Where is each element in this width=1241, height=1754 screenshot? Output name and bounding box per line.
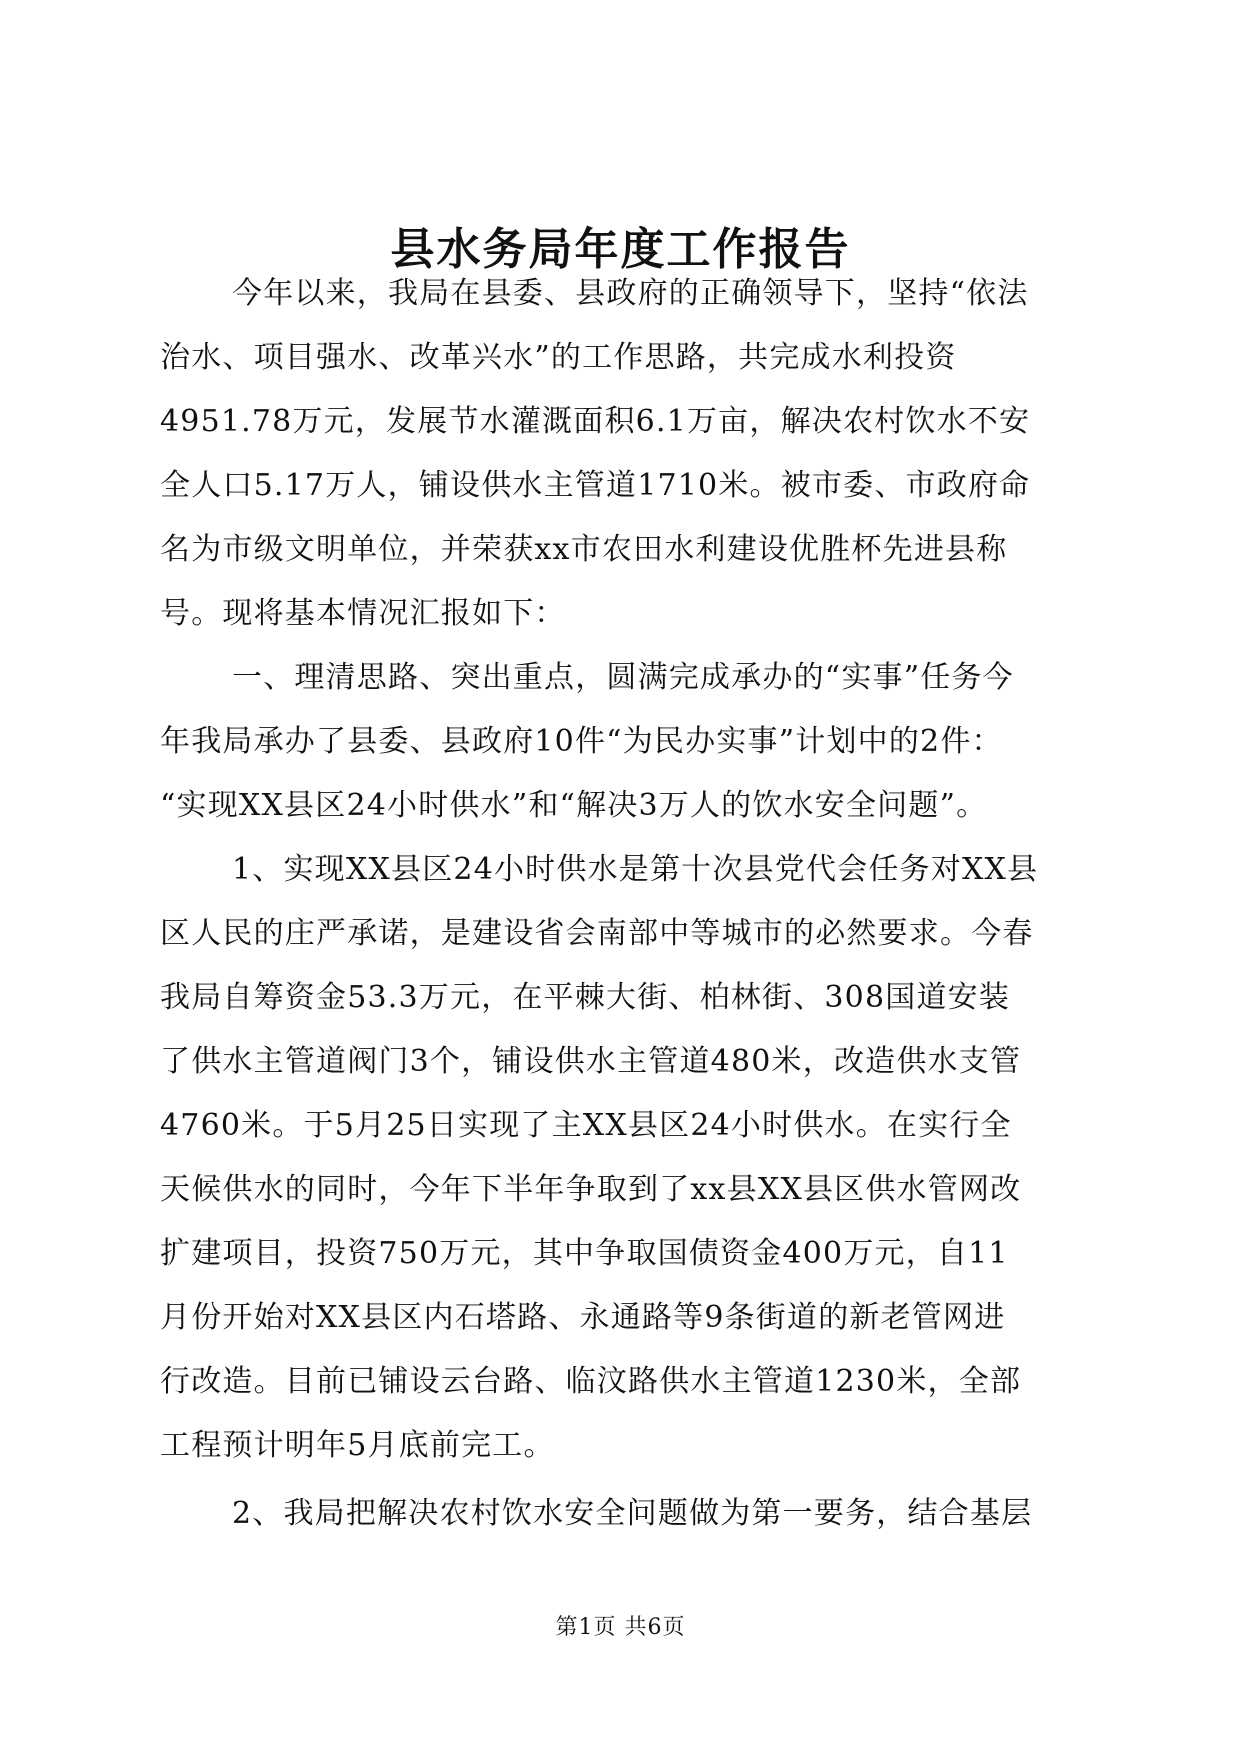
paragraph-line: 号。现将基本情况汇报如下： — [160, 596, 566, 631]
document-title: 县水务局年度工作报告 — [390, 224, 851, 275]
paragraph-line: 4760米。于5月25日实现了主XX县区24小时供水。在实行全 — [160, 1108, 1012, 1143]
paragraph-line: 4951.78万元，发展节水灌溉面积6.1万亩，解决农村饮水不安 — [160, 404, 1031, 439]
paragraph-line: 工程预计明年5月底前完工。 — [160, 1428, 555, 1463]
paragraph-line: 行改造。目前已铺设云台路、临汶路供水主管道1230米，全部 — [160, 1364, 1022, 1399]
paragraph-line: 治水、项目强水、改革兴水”的工作思路，共完成水利投资 — [160, 340, 957, 375]
paragraph-line: 扩建项目，投资750万元，其中争取国债资金400万元，自11 — [160, 1236, 1009, 1271]
paragraph-line: 了供水主管道阀门3个，铺设供水主管道480米，改造供水支管 — [160, 1044, 1022, 1079]
paragraph-line: 1、实现XX县区24小时供水是第十次县党代会任务对XX县 — [232, 852, 1039, 887]
page-footer: 第1页 共6页 — [555, 1615, 686, 1640]
paragraph-line: “实现XX县区24小时供水”和“解决3万人的饮水安全问题”。 — [160, 788, 988, 823]
paragraph-line: 月份开始对XX县区内石塔路、永通路等9条街道的新老管网进 — [160, 1300, 1006, 1335]
paragraph-line: 今年以来，我局在县委、县政府的正确领导下，坚持“依法 — [232, 276, 1029, 311]
paragraph-line: 名为市级文明单位，并荣获xx市农田水利建设优胜杯先进县称 — [160, 532, 1008, 567]
paragraph-line: 天候供水的同时，今年下半年争取到了xx县XX县区供水管网改 — [160, 1172, 1022, 1207]
paragraph-line: 全人口5.17万人，铺设供水主管道1710米。被市委、市政府命 — [160, 468, 1031, 503]
paragraph-line: 我局自筹资金53.3万元，在平棘大街、柏林街、308国道安装 — [160, 980, 1011, 1015]
paragraph-line: 2、我局把解决农村饮水安全问题做为第一要务，结合基层 — [232, 1496, 1033, 1531]
document-body — [160, 262, 1085, 1546]
paragraph-line: 区人民的庄严承诺，是建设省会南部中等城市的必然要求。今春 — [160, 916, 1034, 951]
paragraph-line: 年我局承办了县委、县政府10件“为民办实事”计划中的2件： — [160, 724, 1003, 759]
paragraph-line: 一、理清思路、突出重点，圆满完成承办的“实事”任务今 — [232, 660, 1014, 695]
